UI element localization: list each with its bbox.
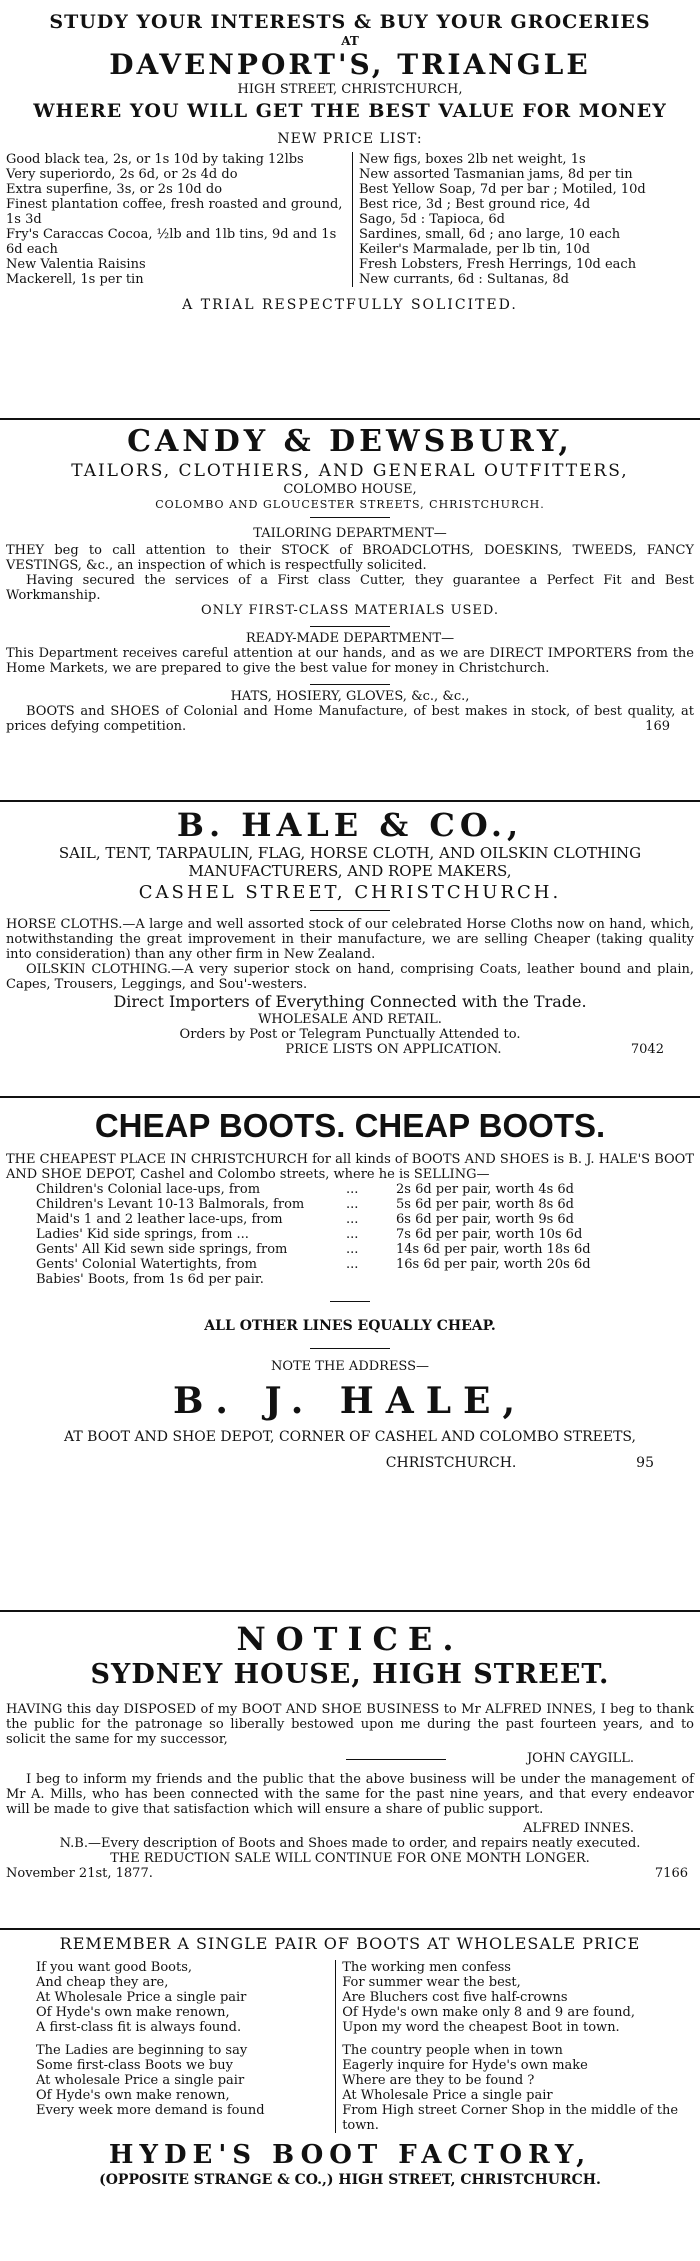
verse-line: Are Bluchers cost five half-crowns [342,1990,568,2005]
hale-ref: 7042 [630,1042,664,1057]
hale-wholesale: WHOLESALE AND RETAIL. [258,1012,442,1027]
item-dots: ... [346,1257,359,1272]
hale-trades: SAIL, TENT, TARPAULIN, FLAG, HORSE CLOTH, AND OILSKIN CLOTHING MANUFACTURERS, AND ROPE MAKERS, [58,844,642,880]
verse-line: Where are they to be found ? [342,2073,535,2088]
verse-line: Of Hyde's own make renown, [36,2088,230,2103]
hale-oilskin: OILSKIN CLOTHING.—A very superior stock on hand, comprising Coats, leather bound and plain, Capes, Trousers, Leggings, and Sou'-westers. [6,962,694,992]
hyde-right-verses [342,1960,694,2133]
hyde-address: (OPPOSITE STRANGE & CO.,) HIGH STREET, CHRISTCHURCH. [99,2172,601,2188]
list-item: Best Yellow Soap, 7d per bar ; Motiled, 10d [359,182,646,197]
item-name: Gents' All Kid sewn side springs, from [36,1242,288,1257]
table-row [6,1197,694,1212]
cheap-footer-row [6,1452,694,1474]
candy-name: CANDY & DEWSBURY, [127,424,573,459]
hale-horse: HORSE CLOTHS.—A large and well assorted stock of our celebrated Horse Cloths now on hand, which, notwithstanding the great improvement in their manufacture, we are selling Cheaper (taking quality into consideration) than any other firm in New Zealand. [6,917,694,962]
davenport-slogan: WHERE YOU WILL GET THE BEST VALUE FOR MONEY [33,100,667,122]
column-divider [352,152,353,287]
notice-body2: I beg to inform my friends and the public that the above business will be under the management of Mr A. Mills, who has been connected with the same for the past nine years, and that every endeavor will be made to give that satisfaction which will ensure a share of public support. [6,1772,694,1817]
davenport-price-columns [6,152,694,287]
cheap-headline: CHEAP BOOTS. CHEAP BOOTS. [94,1107,606,1144]
list-item: Extra superfine, 3s, or 2s 10d do [6,182,223,197]
divider [0,1610,700,1612]
hyde-left-verses [6,1960,329,2133]
list-item: Sago, 5d : Tapioca, 6d [359,212,505,227]
item-dots: ... [346,1242,359,1257]
notice-sig2: ALFRED INNES. [523,1821,634,1836]
candy-tailoring-body: THEY beg to call attention to their STOCK of BROADCLOTHS, DOESKINS, TWEEDS, FANCY VESTINGS, &c., an inspection of which is respectfully solicited. [6,543,694,573]
candy-house: COLOMBO HOUSE, [283,482,417,497]
candy-ad [6,424,694,734]
short-rule [310,684,390,685]
item-name: Gents' Colonial Watertights, from [36,1257,257,1272]
item-price: 16s 6d per pair, worth 20s 6d [396,1257,591,1272]
short-rule [310,626,390,627]
list-item: Very superiordo, 2s 6d, or 2s 4d do [6,167,238,182]
short-rule [346,1759,446,1760]
list-item: Fry's Caraccas Cocoa, ½lb and 1lb tins, 9d and 1s 6d each [6,227,337,257]
candy-trades: TAILORS, CLOTHIERS, AND GENERAL OUTFITTERS, [71,461,629,481]
candy-boots: BOOTS and SHOES of Colonial and Home Manufacture, of best makes in stock, of best quality, at prices defying competition. [6,704,694,734]
cheap-price-list [6,1182,694,1287]
verse-line: From High street Corner Shop in the middle of the town. [342,2103,679,2133]
verse-line: For summer wear the best, [342,1975,521,1990]
list-item: Good black tea, 2s, or 1s 10d by taking 12lbs [6,152,304,167]
candy-only-first: ONLY FIRST-CLASS MATERIALS USED. [200,603,500,618]
verse-line: Some first-class Boots we buy [36,2058,233,2073]
column-divider [335,1960,336,2133]
table-row [6,1227,694,1242]
davenport-ad [6,10,694,315]
hale-orders: Orders by Post or Telegram Punctually Attended to. [179,1027,521,1042]
list-item: Mackerell, 1s per tin [6,272,144,287]
davenport-address: HIGH STREET, CHRISTCHURCH, [237,82,463,97]
table-row [6,1272,694,1287]
verse-line: The working men confess [342,1960,511,1975]
davenport-name: DAVENPORT'S, TRIANGLE [109,48,591,81]
verse-line: Of Hyde's own make only 8 and 9 are found, [342,2005,635,2020]
verse-line: Upon my word the cheapest Boot in town. [342,2020,620,2035]
divider [0,418,700,420]
davenport-footer: A TRIAL RESPECTFULLY SOLICITED. [182,297,518,313]
hyde-name: HYDE'S BOOT FACTORY, [108,2140,592,2170]
verse-line: Eagerly inquire for Hyde's own make [342,2058,588,2073]
item-name: Maid's 1 and 2 leather lace-ups, from [36,1212,283,1227]
verse-line: At Wholesale Price a single pair [342,2088,553,2103]
davenport-left-list [6,152,346,287]
list-item: New assorted Tasmanian jams, 8d per tin [359,167,633,182]
verse-line: The country people when in town [342,2043,563,2058]
table-row [6,1182,694,1197]
hale-ad [6,806,694,1057]
item-price: 6s 6d per pair, worth 9s 6d [396,1212,575,1227]
verse-line: And cheap they are, [36,1975,169,1990]
candy-tailoring-body2: Having secured the services of a First class Cutter, they guarantee a Perfect Fit and Best Workmanship. [6,573,694,603]
spacer [6,1452,266,1474]
item-dots: ... [346,1227,359,1242]
short-rule [310,1348,390,1349]
cheap-ref: 95 [636,1455,654,1471]
verse-line: Of Hyde's own make renown, [36,2005,230,2020]
cheap-intro: THE CHEAPEST PLACE IN CHRISTCHURCH for all kinds of BOOTS AND SHOES is B. J. HALE'S BOOT AND SHOE DEPOT, Cashel and Colombo streets, where he is SELLING— [6,1152,694,1182]
notice-nb: N.B.—Every description of Boots and Shoes made to order, and repairs neatly executed. [59,1836,641,1851]
verse-line: A first-class fit is always found. [36,2020,242,2035]
spacer [6,1042,156,1057]
list-item: Best rice, 3d ; Best ground rice, 4d [359,197,591,212]
candy-hats: HATS, HOSIERY, GLOVES, &c., &c., [230,689,470,704]
babies-line: Babies' Boots, from 1s 6d per pair. [36,1272,264,1287]
hyde-poem-columns [6,1960,694,2133]
notice-sig1-row [6,1751,694,1768]
list-item: Finest plantation coffee, fresh roasted and ground, 1s 3d [6,197,343,227]
verse-line: Every week more demand is found [36,2103,265,2118]
verse-line: The Ladies are beginning to say [36,2043,248,2058]
item-name: Ladies' Kid side springs, from ... [36,1227,249,1242]
item-price: 2s 6d per pair, worth 4s 6d [396,1182,575,1197]
hale-street: CASHEL STREET, CHRISTCHURCH. [138,882,562,903]
notice-body1: HAVING this day DISPOSED of my BOOT AND SHOE BUSINESS to Mr ALFRED INNES, I beg to thank the public for the patronage so liberally bestowed upon me during the past fourteen years, and to solicit the same for my successor, [6,1702,694,1747]
candy-streets: COLOMBO AND GLOUCESTER STREETS, CHRISTCHURCH. [155,498,545,511]
notice-ref: 7166 [654,1866,688,1881]
davenport-at: AT [341,34,359,48]
item-dots: ... [346,1212,359,1227]
davenport-right-list [359,152,694,287]
short-rule [310,910,390,911]
verse-line: If you want good Boots, [36,1960,193,1975]
candy-ref: 169 [645,719,670,734]
cheap-city: CHRISTCHURCH. [385,1455,517,1471]
notice-sig1: JOHN CAYGILL. [526,1751,634,1766]
spacer [6,1751,266,1768]
davenport-list-title: NEW PRICE LIST: [277,131,423,147]
list-item: Fresh Lobsters, Fresh Herrings, 10d each [359,257,637,272]
short-rule [310,517,390,518]
item-price: 7s 6d per pair, worth 10s 6d [396,1227,583,1242]
divider [0,800,700,802]
candy-ready-head: READY-MADE DEPARTMENT— [245,631,455,646]
list-item: New currants, 6d : Sultanas, 8d [359,272,569,287]
notice-headline: NOTICE. [236,1620,464,1658]
notice-sub: SYDNEY HOUSE, HIGH STREET. [90,1659,610,1690]
notice-reduction: THE REDUCTION SALE WILL CONTINUE FOR ONE MONTH LONGER. [110,1851,590,1866]
hale-price-lists: PRICE LISTS ON APPLICATION. [285,1042,502,1057]
davenport-headline: STUDY YOUR INTERESTS & BUY YOUR GROCERIES [49,11,651,33]
candy-tailoring-head: TAILORING DEPARTMENT— [253,526,447,541]
cheap-boots-ad [6,1106,694,1474]
item-name: Children's Levant 10-13 Balmorals, from [36,1197,305,1212]
hyde-ad [6,1934,694,2189]
hale-name: B. HALE & CO., [176,806,524,844]
item-price: 5s 6d per pair, worth 8s 6d [396,1197,575,1212]
short-rule [330,1301,370,1302]
cheap-all-other: ALL OTHER LINES EQUALLY CHEAP. [204,1318,496,1334]
cheap-address: AT BOOT AND SHOE DEPOT, CORNER OF CASHEL AND COLOMBO STREETS, [64,1429,636,1445]
item-dots: ... [346,1182,359,1197]
notice-ad [6,1620,694,1881]
cheap-name: B. J. HALE, [172,1380,528,1422]
divider [0,1096,700,1098]
list-item: New Valentia Raisins [6,257,146,272]
item-dots: ... [346,1197,359,1212]
table-row [6,1212,694,1227]
list-item: Keiler's Marmalade, per lb tin, 10d [359,242,591,257]
hyde-headline: REMEMBER A SINGLE PAIR OF BOOTS AT WHOLESALE PRICE [59,1934,641,1953]
item-name: Children's Colonial lace-ups, from [36,1182,261,1197]
candy-ready-body: This Department receives careful attention at our hands, and as we are DIRECT IMPORTERS from the Home Markets, we are prepared to give the best value for money in Christchurch. [6,646,694,676]
item-price: 14s 6d per pair, worth 18s 6d [396,1242,591,1257]
verse-line: At Wholesale Price a single pair [36,1990,247,2005]
hale-direct: Direct Importers of Everything Connected with the Trade. [113,992,587,1011]
table-row [6,1242,694,1257]
notice-footer-row [6,1866,694,1881]
notice-date: November 21st, 1877. [6,1866,153,1881]
list-item: New figs, boxes 2lb net weight, 1s [359,152,586,167]
table-row [6,1257,694,1272]
cheap-note: NOTE THE ADDRESS— [270,1359,430,1374]
verse-line: At wholesale Price a single pair [36,2073,245,2088]
divider [0,1928,700,1930]
hale-footer-row [6,1042,694,1057]
list-item: Sardines, small, 6d ; ano large, 10 each [359,227,621,242]
